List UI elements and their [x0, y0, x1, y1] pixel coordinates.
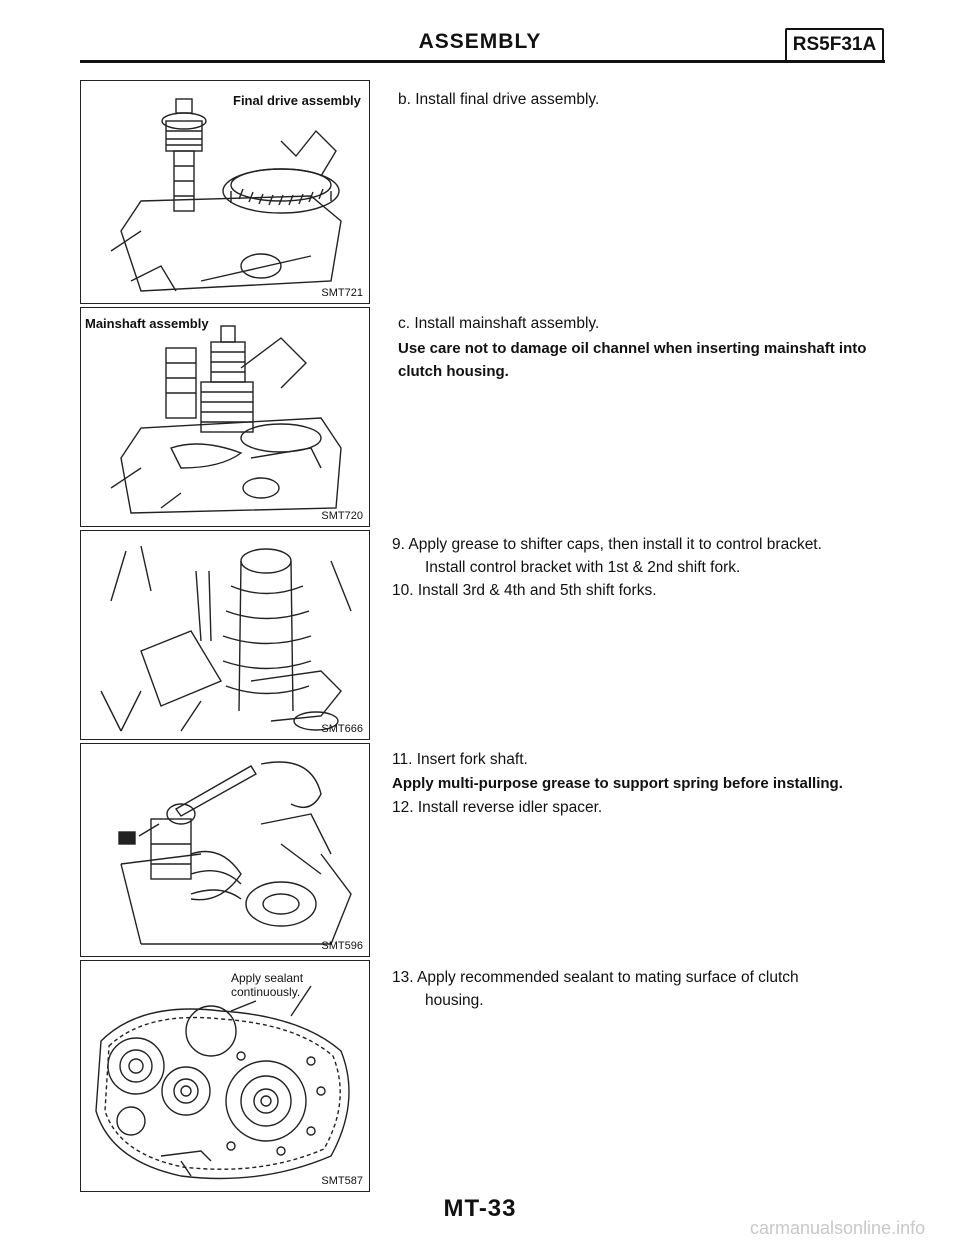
- figure-fork-shaft: [80, 743, 370, 957]
- figure-code: SMT721: [321, 287, 363, 299]
- step-c-caution: Use care not to damage oil channel when inserting mainshaft into clutch housing.: [398, 340, 867, 380]
- watermark: carmanualsonline.info: [750, 1218, 926, 1238]
- figure-label: Mainshaft assembly: [85, 316, 209, 331]
- figure-code: SMT596: [321, 940, 363, 952]
- final-drive-illustration: [81, 81, 369, 303]
- figure-code: SMT666: [321, 723, 363, 735]
- figure-code: SMT720: [321, 510, 363, 522]
- step-11: 11. Insert fork shaft.: [392, 751, 528, 768]
- page-title: ASSEMBLY: [418, 30, 542, 53]
- figure-shift-fork: [80, 530, 370, 740]
- figure-label: Final drive assembly: [233, 93, 361, 108]
- shift-fork-illustration: [81, 531, 369, 739]
- step-11-note: Apply multi-purpose grease to support spring before installing.: [392, 775, 843, 792]
- header-rule: [80, 60, 885, 63]
- step-10: 10. Install 3rd & 4th and 5th shift forks.: [392, 582, 657, 599]
- figure-mainshaft: [80, 307, 370, 527]
- figure-code: SMT587: [321, 1175, 363, 1187]
- step-9: 9. Apply grease to shifter caps, then install it to control bracket.: [392, 536, 822, 553]
- step-12: 12. Install reverse idler spacer.: [392, 799, 603, 816]
- mainshaft-illustration: [81, 308, 369, 526]
- step-b: b. Install final drive assembly.: [398, 91, 600, 108]
- page-number: MT-33: [443, 1195, 517, 1222]
- fork-shaft-illustration: [81, 744, 369, 956]
- figure-sealant: [80, 960, 370, 1192]
- model-code-badge: RS5F31A: [785, 28, 884, 62]
- figure-final-drive: [80, 80, 370, 304]
- step-9-continued: Install control bracket with 1st & 2nd shift fork.: [425, 559, 741, 576]
- step-13: 13. Apply recommended sealant to mating surface of clutch: [392, 969, 799, 986]
- step-c: c. Install mainshaft assembly.: [398, 315, 600, 332]
- step-13-continued: housing.: [425, 992, 484, 1009]
- figure-label: Apply sealant continuously.: [231, 971, 304, 999]
